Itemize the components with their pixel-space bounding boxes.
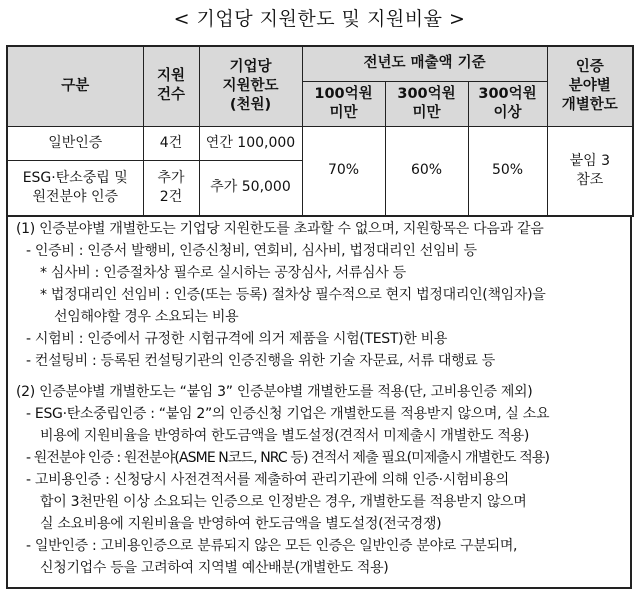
note-1-heading: (1) 인증분야별 개별한도는 기업당 지원한도를 초과할 수 없으며, 지원항목은 다음과 같음 <box>16 221 544 237</box>
notes-box <box>6 215 632 589</box>
note-2-item-high-cost-cont2: 실 소요비용에 지원비율을 반영하여 한도금액을 별도설정(전국경쟁) <box>40 516 442 532</box>
row-general-count: 4건 <box>143 126 199 160</box>
note-1-item-audit-fee: * 심사비 : 인증절차상 필수로 실시하는 공장심사, 서류심사 등 <box>40 265 406 281</box>
note-2-item-esg-cont: 비용에 지원비율을 반영하여 한도금액을 별도설정(견적서 미제출시 개별한도 적용) <box>40 428 529 444</box>
header-category: 구분 <box>7 46 143 126</box>
note-2-item-general: - 일반인증 : 고비용인증으로 분류되지 않은 모든 인증은 일반인증 분야로 구분되며, <box>26 538 518 554</box>
note-1-item-consulting-fee: - 컨설팅비 : 등록된 컨설팅기관의 인증진행을 위한 기술 자문료, 서류 대행료 등 <box>26 353 495 369</box>
note-2-item-nuclear: - 원전분야 인증 : 원전분야(ASME N코드, NRC 등) 견적서 제출 필요(미제출시 개별한도 적용) <box>26 450 550 466</box>
page-title: < 기업당 지원한도 및 지원비율 > <box>173 8 466 30</box>
row-esg-count: 추가 2건 <box>143 160 199 216</box>
note-1-item-agent-fee-cont: 선임해야할 경우 소요되는 비용 <box>54 309 239 325</box>
header-sales-over-300: 300억원 이상 <box>468 81 547 126</box>
header-count: 지원 건수 <box>143 46 199 126</box>
note-1-item-test-fee: - 시험비 : 인증에서 규정한 시험규격에 의거 제품을 시험(TEST)한 비용 <box>26 331 448 347</box>
note-1-item-agent-fee: * 법정대리인 선임비 : 인증(또는 등록) 절차상 필수적으로 현지 법정대리인(책임자)을 <box>40 287 546 303</box>
rate-under-300: 60% <box>385 126 468 216</box>
row-general-limit: 연간 100,000 <box>199 126 302 160</box>
support-limit-table <box>6 45 634 217</box>
row-esg-limit: 추가 50,000 <box>199 160 302 216</box>
note-2-item-general-cont: 신청기업수 등을 고려하여 지역별 예산배분(개별한도 적용) <box>40 560 389 576</box>
rate-under-100: 70% <box>302 126 385 216</box>
header-sales-under-100: 100억원 미만 <box>302 81 385 126</box>
header-sales-group: 전년도 매출액 기준 <box>302 46 547 81</box>
note-1-item-cert-fee: - 인증비 : 인증서 발행비, 인증신청비, 연회비, 심사비, 법정대리인 선임비 등 <box>26 243 477 259</box>
note-2-item-esg: - ESG·탄소중립인증 : “붙임 2”의 인증신청 기업은 개별한도를 적용받지 않으며, 실 소요 <box>26 406 550 422</box>
header-cert-limit: 인증 분야별 개별한도 <box>547 46 633 126</box>
header-sales-under-300: 300억원 미만 <box>385 81 468 126</box>
note-2-item-high-cost-cont1: 합이 3천만원 이상 소요되는 인증으로 인정받은 경우, 개별한도를 적용받지 않으며 <box>40 494 527 510</box>
row-esg-category: ESG·탄소중립 및 원전분야 인증 <box>7 160 143 216</box>
header-limit: 기업당 지원한도 (천원) <box>199 46 302 126</box>
cert-limit-value: 붙임 3 참조 <box>547 126 633 216</box>
note-2-heading: (2) 인증분야별 개별한도는 “붙임 3” 인증분야별 개별한도를 적용(단, 고비용인증 제외) <box>16 384 533 400</box>
row-general-category: 일반인증 <box>7 126 143 160</box>
rate-over-300: 50% <box>468 126 547 216</box>
note-2-item-high-cost: - 고비용인증 : 신청당시 사전견적서를 제출하여 관리기관에 의해 인증·시험비용의 <box>26 472 509 488</box>
table-row <box>7 126 633 160</box>
